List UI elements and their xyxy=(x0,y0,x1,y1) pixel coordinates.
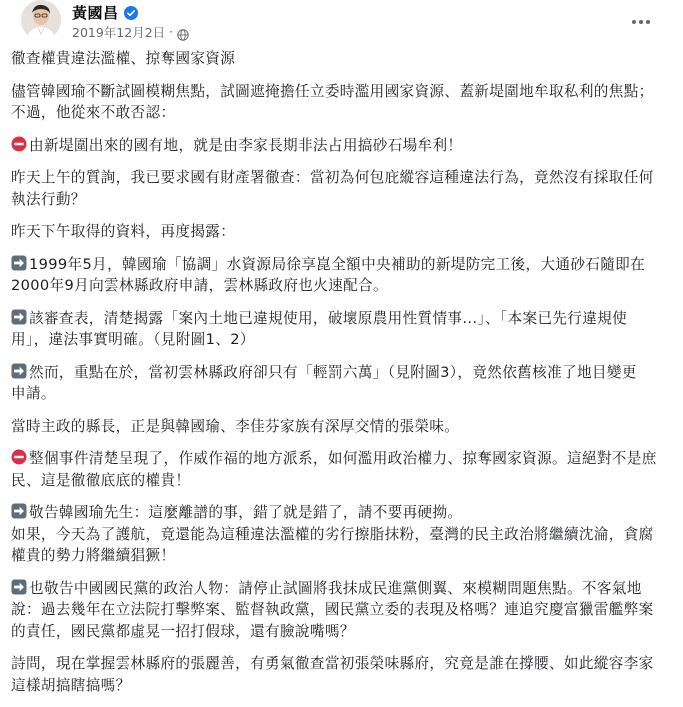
post-text: 然而，重點在於，當初雲林縣政府卻只有「輕罰六萬」（見附圖3），竟然依舊核准了地目變更 xyxy=(29,363,637,381)
post-text-line xyxy=(11,189,671,211)
post-text-line xyxy=(11,524,671,546)
post-text: 昨天下午取得的資料，再度揭露： xyxy=(11,223,236,240)
post-text: 說：過去幾年在立法院打擊弊案、監督執政黨，國民黨立委的表現及格嗎？連追究慶富獵雷艦弊案 xyxy=(11,601,654,618)
post-text-line xyxy=(11,675,671,697)
post-paragraph xyxy=(11,448,671,491)
post-text-line xyxy=(11,545,671,567)
more-dots-icon xyxy=(631,19,651,25)
post-text: 詩問，現在掌握雲林縣府的張麗善，有勇氣徹查當初張榮味縣府，究竟是誰在撐腰、如此縱容李家 xyxy=(11,655,654,672)
post-text-line xyxy=(11,653,671,675)
post-text-line xyxy=(11,167,671,189)
author-name[interactable]: 黃國昌 xyxy=(72,3,119,22)
post-text: 儘管韓國瑜不斷試圖模糊焦點，試圖遮掩擔任立委時濫用國家資源、蓋新堤圍地牟取私利的焦點； xyxy=(11,82,654,100)
post-text: 敬告韓國瑜先生：這麼離譜的事，錯了就是錯了，請不要再硬拗。 xyxy=(29,504,463,521)
post-paragraph xyxy=(11,578,671,643)
post-text: 昨天上午的質詢，我已要求國有財產署徹查：當初為何包庇縱容這種違法行為，竟然沒有採取任何 xyxy=(11,169,654,186)
post-text-line xyxy=(11,599,671,621)
right-arrow-icon xyxy=(11,503,27,519)
post-text-line xyxy=(11,221,671,243)
author-block xyxy=(72,2,189,41)
post-text: 徹查權貴違法濫權、掠奪國家資源 xyxy=(11,50,236,67)
post-text-line xyxy=(11,578,671,600)
post-paragraph xyxy=(11,653,671,696)
right-arrow-icon xyxy=(11,309,27,325)
post-body xyxy=(11,48,671,707)
author-line xyxy=(72,2,189,22)
avatar[interactable] xyxy=(21,0,61,40)
post-text-line xyxy=(11,102,671,124)
post-paragraph xyxy=(11,502,671,567)
post-paragraph xyxy=(11,254,671,297)
right-arrow-icon xyxy=(11,579,27,595)
post-text-line xyxy=(11,254,671,276)
post-paragraph xyxy=(11,308,671,351)
post-paragraph xyxy=(11,167,671,210)
post-text: 用」，違法事實明確。（見附圖1、2） xyxy=(11,331,255,348)
more-options-button[interactable] xyxy=(623,4,659,40)
post-text-line xyxy=(11,275,671,297)
post-text: 由新堤圍出來的國有地，就是由李家長期非法占用搞砂石場牟利！ xyxy=(29,136,463,154)
post-paragraph xyxy=(11,135,671,157)
post-header xyxy=(10,0,673,44)
post-text-line xyxy=(11,383,671,405)
post-text: 也敬告中國國民黨的政治人物：請停止試圖將我抹成民進黨側翼、來模糊問題焦點。不客氣地 xyxy=(29,579,642,597)
post-text: 如果，今天為了護航，竟還能為這種違法濫權的劣行擦脂抹粉，臺灣的民主政治將繼續沈淪，貪腐 xyxy=(11,525,654,543)
post-text: 1999年5月，韓國瑜「協調」水資源局徐享崑全額中央補助的新堤防完工後，大通砂石隨即在 xyxy=(29,255,646,273)
post-paragraph xyxy=(11,416,671,438)
verified-badge-icon xyxy=(124,5,138,19)
post-text: 執法行動？ xyxy=(11,190,86,208)
post-text-line xyxy=(11,48,671,70)
post-text-line xyxy=(11,135,671,157)
post-paragraph xyxy=(11,362,671,405)
post-text: 的責任，國民黨都虛晃一招打假球，還有臉說嘴嗎？ xyxy=(11,622,355,640)
post-text: 當時主政的縣長，正是與韓國瑜、李佳芬家族有深厚交情的張榮味。 xyxy=(11,417,460,435)
post-paragraph xyxy=(11,48,671,70)
meta-separator: · xyxy=(169,25,173,39)
right-arrow-icon xyxy=(11,363,27,379)
post-paragraph xyxy=(11,221,671,243)
post-text-line xyxy=(11,621,671,643)
post-text: 整個事件清楚呈現了，作威作福的地方派系，如何濫用政治權力、掠奪國家資源。這絕對不是庶 xyxy=(29,450,657,467)
post-text-line xyxy=(11,81,671,103)
post-text: 這樣胡搞瞎搞嗎？ xyxy=(11,676,131,694)
post-paragraph xyxy=(11,81,671,124)
globe-icon[interactable] xyxy=(177,26,189,38)
post-text: 民、這是徹徹底底的權貴！ xyxy=(11,471,191,489)
post-text-line xyxy=(11,470,671,492)
post-text-line xyxy=(11,416,671,438)
post-text-line xyxy=(11,448,671,470)
post-text-line xyxy=(11,362,671,384)
post-text: 該審查表，清楚揭露「案內土地已違規使用，破壞原農用性質情事...」、「本案已先行違規使 xyxy=(29,309,628,327)
post-meta xyxy=(72,23,189,41)
post-text: 2000年9月向雲林縣政府申請，雲林縣政府也火速配合。 xyxy=(11,277,388,294)
no-entry-icon xyxy=(11,449,27,465)
post-text-line xyxy=(11,329,671,351)
post-text: 權貴的勢力將繼續猖獗！ xyxy=(11,547,176,564)
post-date[interactable]: 2019年12月2日 xyxy=(72,25,166,40)
post-text: 申請。 xyxy=(11,385,56,402)
no-entry-icon xyxy=(11,136,27,152)
right-arrow-icon xyxy=(11,255,27,271)
avatar-portrait-icon xyxy=(21,0,61,40)
post-text-line xyxy=(11,308,671,330)
post-text: 不過，他從來不敢否認： xyxy=(11,104,176,121)
post-text-line xyxy=(11,502,671,524)
